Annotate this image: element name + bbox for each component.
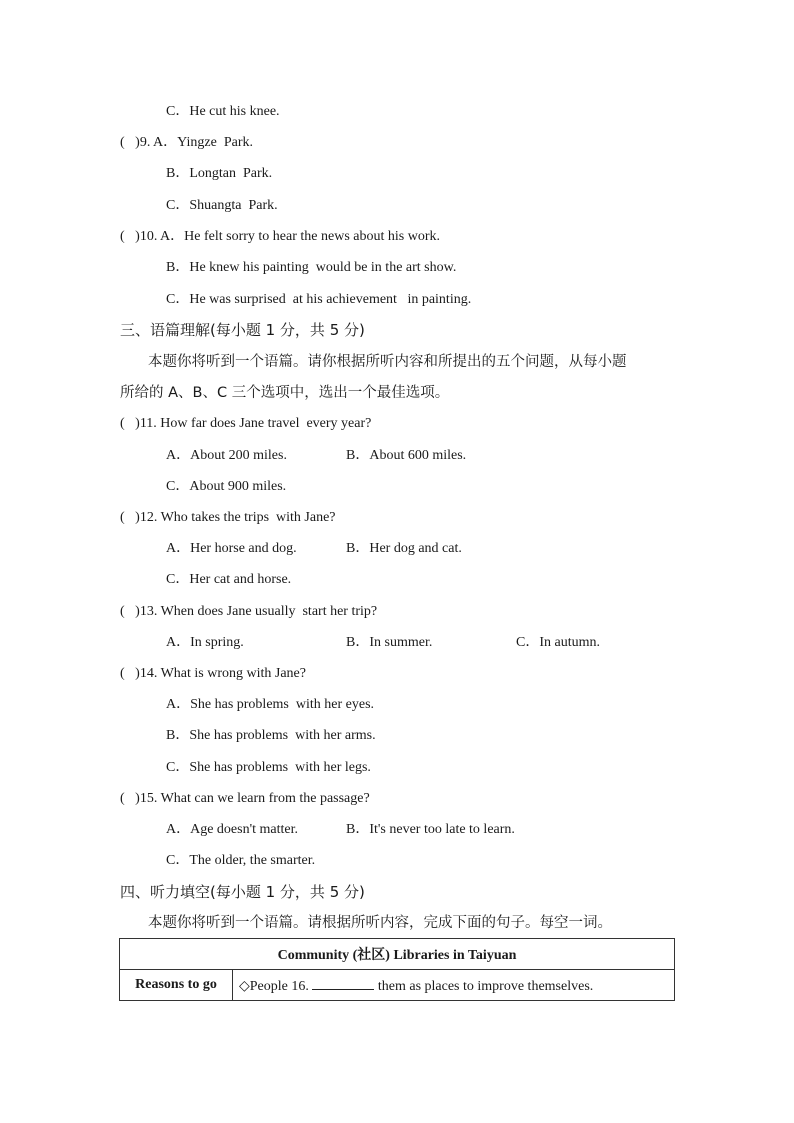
q13-option-b: B．In summer.: [346, 635, 433, 650]
q15-option-c: C．The older, the smarter.: [166, 853, 316, 868]
q14-option-c: C．She has problems with her legs.: [166, 760, 371, 775]
libraries-table: [119, 938, 675, 1001]
q10-option-c: C．He was surprised at his achievement in painting.: [166, 292, 472, 307]
section3-heading: 三、语篇理解(每小题 1 分，共 5 分): [120, 321, 365, 339]
q12-option-c: C．Her cat and horse.: [166, 572, 292, 587]
q13-option-a: A．In spring.: [166, 635, 244, 650]
table-row: [120, 970, 675, 1001]
q9-stem: ( )9. A．Yingze Park.: [120, 135, 253, 150]
row-content: [233, 970, 675, 1001]
section4-instruction: 本题你将听到一个语篇。请根据所听内容，完成下面的句子。每空一词。: [148, 915, 612, 931]
q12-stem: ( )12. Who takes the trips with Jane?: [120, 510, 336, 525]
q15-option-a: A．Age doesn't matter.: [166, 822, 298, 837]
q12-option-b: B．Her dog and cat.: [346, 541, 462, 556]
q12-option-a: A．Her horse and dog.: [166, 541, 297, 556]
q11-option-c: C．About 900 miles.: [166, 479, 287, 494]
q14-option-b: B．She has problems with her arms.: [166, 728, 376, 743]
table-title: Community (社区) Libraries in Taiyuan: [120, 939, 675, 970]
section4-heading: 四、听力填空(每小题 1 分，共 5 分): [120, 883, 365, 901]
section3-instruction-line2: 所给的 A、B、C 三个选项中，选出一个最佳选项。: [120, 385, 450, 401]
q10-option-b: B．He knew his painting would be in the art show.: [166, 260, 457, 275]
q15-option-b: B．It's never too late to learn.: [346, 822, 515, 837]
q11-option-b: B．About 600 miles.: [346, 448, 467, 463]
q8-option-c: C．He cut his knee.: [166, 104, 280, 119]
q15-stem: ( )15. What can we learn from the passage?: [120, 791, 370, 806]
q13-option-c: C．In autumn.: [516, 635, 600, 650]
section3-instruction-line1: 本题你将听到一个语篇。请你根据所听内容和所提出的五个问题，从每小题: [148, 354, 627, 370]
q11-option-a: A．About 200 miles.: [166, 448, 287, 463]
row-text-post: them as places to improve themselves.: [374, 979, 594, 994]
q14-stem: ( )14. What is wrong with Jane?: [120, 666, 306, 681]
q14-option-a: A．She has problems with her eyes.: [166, 697, 375, 712]
row-text-pre: ◇People 16.: [239, 979, 309, 994]
q10-stem: ( )10. A．He felt sorry to hear the news about his work.: [120, 229, 440, 244]
answer-blank-16[interactable]: [312, 975, 374, 990]
q11-stem: ( )11. How far does Jane travel every year?: [120, 416, 372, 431]
q9-option-b: B．Longtan Park.: [166, 166, 273, 181]
table-title-row: [120, 939, 675, 970]
row-label: Reasons to go: [120, 970, 233, 1001]
q13-stem: ( )13. When does Jane usually start her trip?: [120, 604, 378, 619]
q9-option-c: C．Shuangta Park.: [166, 198, 278, 213]
